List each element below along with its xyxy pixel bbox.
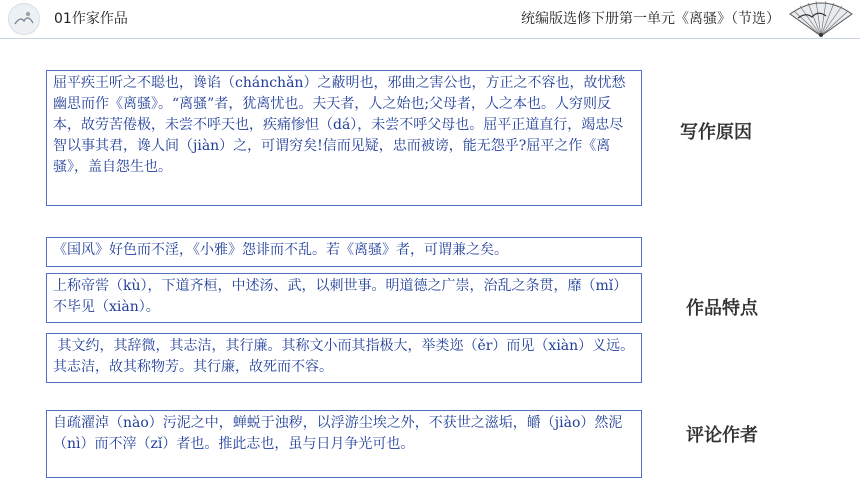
label-work-features: 作品特点 [686, 298, 758, 319]
text-box-writing-reason: 屈平疾王听之不聪也，谗谄（chánchǎn）之蔽明也，邪曲之害公也，方正之不容也，故忧愁幽思而作《离骚》。“离骚”者，犹离忧也。夫天者，人之始也;父母者，人之本也。人穷则反本，故劳苦倦极，未尝不呼天也，疾痛惨怛（dá），未尝不呼父母也。屈平正道直行，竭忠尽智以事其君，谗人间（jiàn）之，可谓穷矣!信而见疑，忠而被谤，能无怨乎?屈平之作《离骚》，盖自怨生也。 [46, 70, 642, 206]
text-box-zishu: 自疏濯淖（nào）污泥之中，蝉蜕于浊秽，以浮游尘埃之外，不获世之滋垢，皭（jiào）然泥（nì）而不滓（zǐ）者也。推此志也，虽与日月争光可也。 [46, 410, 642, 478]
ink-landscape-logo-icon [8, 3, 40, 35]
course-title: 统编版选修下册第一单元《离骚》（节选） [521, 11, 780, 27]
text-box-shangcheng: 上称帝喾（kù），下道齐桓，中述汤、武，以刺世事。明道德之广崇，治乱之条贯，靡（mǐ）不毕见（xiàn）。 [46, 273, 642, 323]
text-box-wenyue: 其文约，其辞微，其志洁，其行廉。其称文小而其指极大，举类迩（ěr）而见（xiàn）义远。其志洁，故其称物芳。其行廉，故死而不容。 [46, 333, 642, 383]
text-box-guofeng: 《国风》好色而不淫，《小雅》怨诽而不乱。若《离骚》者，可谓兼之矣。 [46, 237, 642, 267]
header-divider [0, 38, 860, 39]
label-writing-reason: 写作原因 [680, 122, 752, 143]
header-bar [0, 0, 860, 38]
folding-fan-icon [788, 0, 854, 38]
section-title: 01作家作品 [54, 11, 128, 27]
label-comment-author: 评论作者 [686, 425, 758, 446]
